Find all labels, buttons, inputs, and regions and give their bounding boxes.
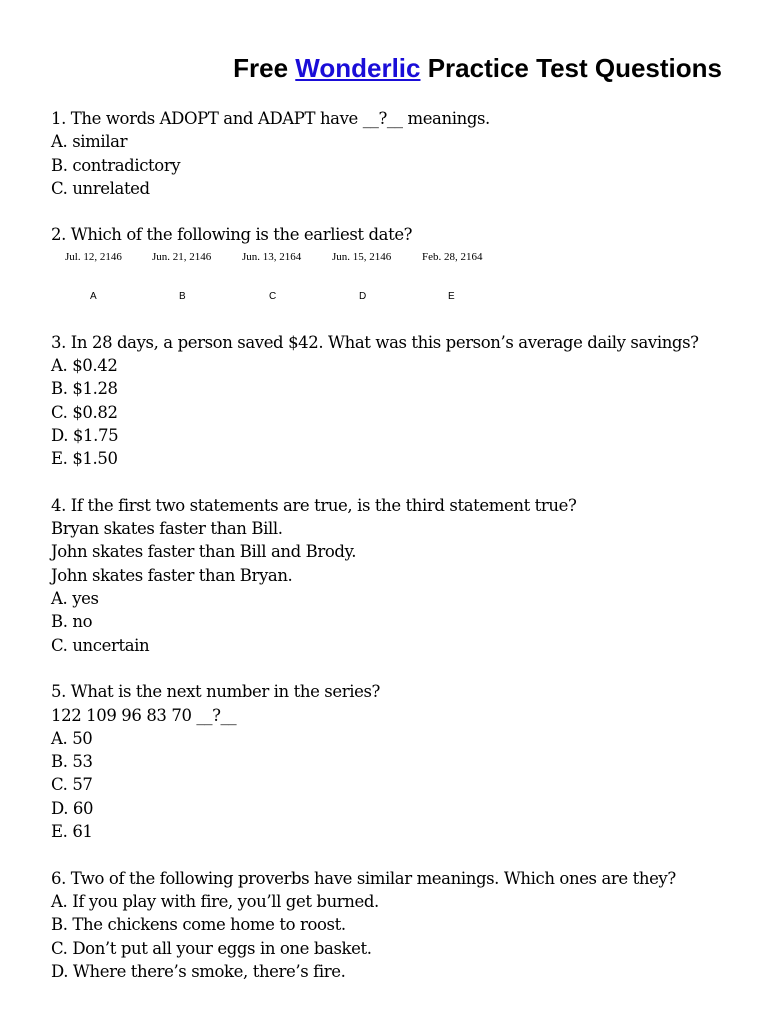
question-1-prompt: 1. The words ADOPT and ADAPT have __?__ meanings. (51, 109, 490, 128)
question-3-option-e: E. $1.50 (51, 449, 118, 469)
date-option-c: Jun. 13, 2164 (242, 250, 302, 263)
question-5-option-d: D. 60 (51, 798, 94, 818)
question-5 (51, 680, 751, 843)
question-3-prompt: 3. In 28 days, a person saved $42. What was this person’s average daily savings? (51, 332, 699, 352)
question-2-letters (51, 291, 751, 331)
spacer (51, 843, 751, 866)
question-4-prompt: 4. If the first two statements are true, is the third statement true? (51, 495, 577, 515)
question-4 (51, 494, 751, 657)
question-2 (51, 223, 751, 330)
question-5-option-c: C. 57 (51, 775, 93, 795)
date-option-e: Feb. 28, 2164 (422, 250, 483, 263)
question-4-option-b: B. no (51, 612, 93, 632)
date-option-d: Jun. 15, 2146 (332, 250, 392, 263)
question-6 (51, 867, 751, 983)
question-5-series: 122 109 96 83 70 __?__ (51, 705, 237, 725)
question-6-option-b: B. The chickens come home to roost. (51, 915, 346, 935)
date-option-a: Jul. 12, 2146 (65, 250, 122, 263)
question-1 (51, 107, 751, 200)
question-6-option-c: C. Don’t put all your eggs in one basket. (51, 938, 372, 958)
title-prefix: Free (233, 53, 296, 83)
date-option-b: Jun. 21, 2146 (152, 250, 212, 263)
question-5-option-a: A. 50 (51, 728, 93, 748)
question-1-option-c: C. unrelated (51, 178, 150, 198)
spacer (51, 657, 751, 680)
question-6-option-d: D. Where there’s smoke, there’s fire. (51, 961, 346, 981)
spacer (51, 200, 751, 223)
question-4-statement-2: John skates faster than Bill and Brody. (51, 542, 357, 562)
wonderlic-link[interactable]: Wonderlic (295, 53, 421, 83)
question-1-option-b: B. contradictory (51, 155, 181, 175)
question-4-option-a: A. yes (51, 589, 99, 609)
question-4-statement-1: Bryan skates faster than Bill. (51, 519, 283, 539)
letter-d: D (359, 290, 367, 302)
question-3-option-d: D. $1.75 (51, 425, 119, 445)
question-1-option-a: A. similar (51, 132, 128, 152)
question-3 (51, 331, 751, 471)
title-suffix: Practice Test Questions (420, 53, 722, 83)
question-2-dates (51, 251, 751, 291)
letter-c: C (269, 290, 277, 302)
letter-b: B (179, 290, 186, 302)
question-list (51, 107, 751, 983)
question-5-option-e: E. 61 (51, 822, 93, 842)
letter-e: E (448, 290, 455, 302)
question-5-option-b: B. 53 (51, 752, 93, 772)
question-3-option-a: A. $0.42 (51, 356, 118, 376)
question-5-prompt: 5. What is the next number in the series? (51, 682, 380, 702)
spacer (51, 471, 751, 494)
question-6-option-a: A. If you play with fire, you’ll get burned. (51, 891, 379, 911)
question-3-option-c: C. $0.82 (51, 402, 118, 422)
question-4-statement-3: John skates faster than Bryan. (51, 565, 293, 585)
question-4-option-c: C. uncertain (51, 635, 150, 655)
letter-a: A (90, 290, 97, 302)
question-6-prompt: 6. Two of the following proverbs have similar meanings. Which ones are they? (51, 868, 676, 888)
question-2-prompt: 2. Which of the following is the earliest date? (51, 225, 413, 245)
page-title (233, 50, 722, 86)
question-3-option-b: B. $1.28 (51, 379, 118, 399)
